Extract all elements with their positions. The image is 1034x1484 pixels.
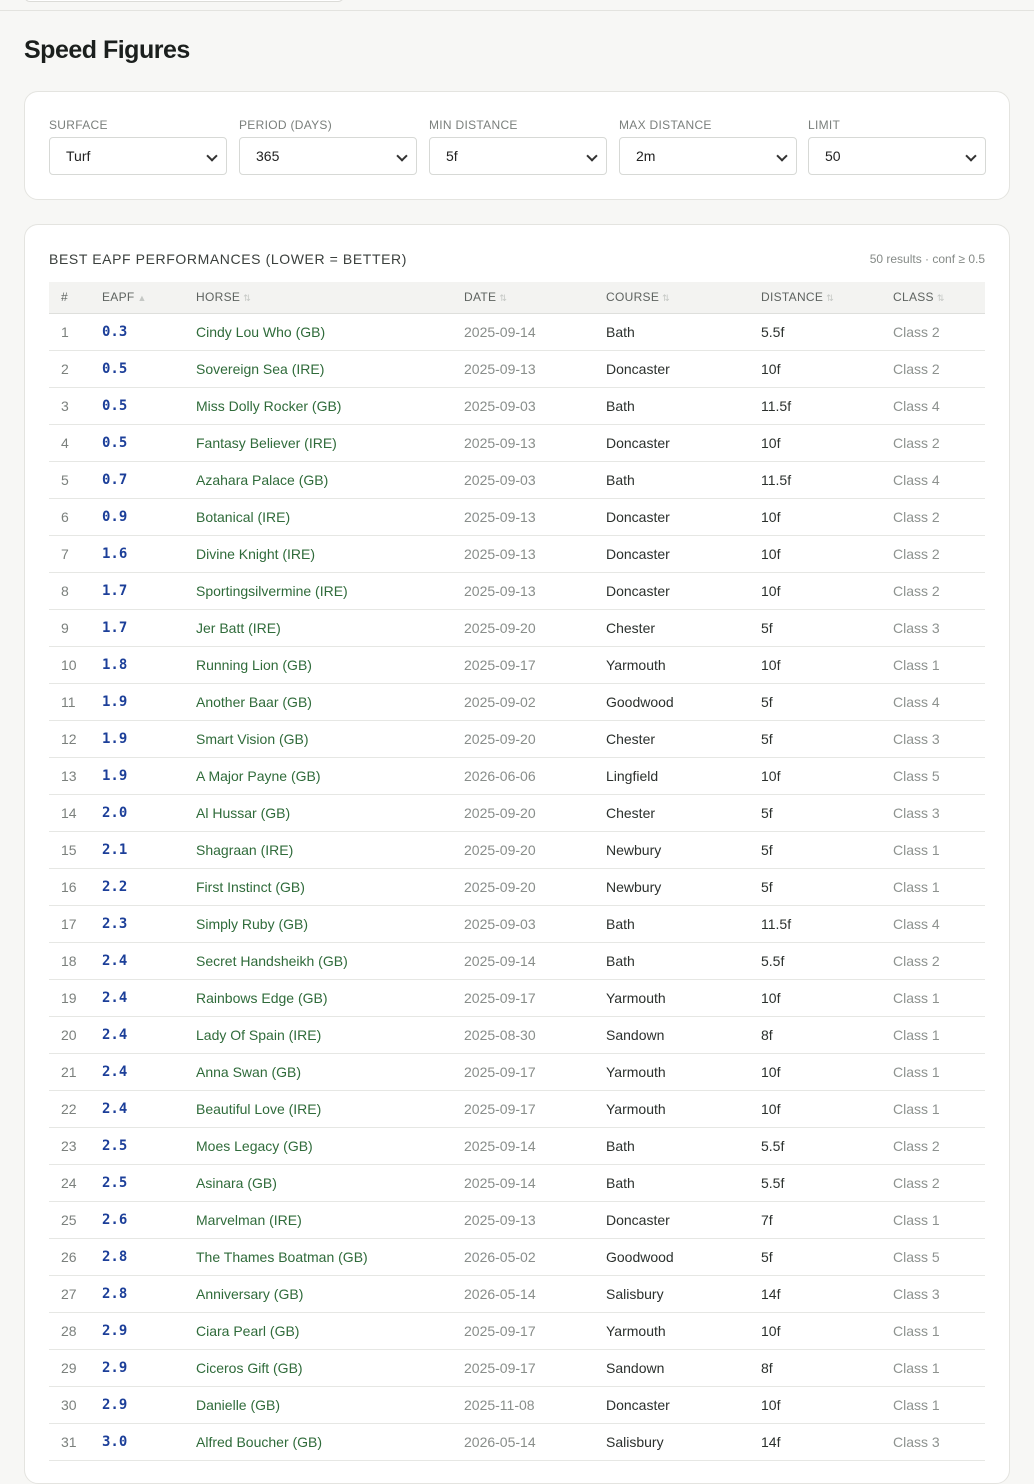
eapf-cell: 1.9 [102, 720, 196, 757]
course-cell: Chester [606, 720, 761, 757]
class-cell: Class 3 [893, 794, 985, 831]
table-header-row [49, 282, 985, 313]
course-cell: Doncaster [606, 350, 761, 387]
horse-link[interactable]: Anniversary (GB) [196, 1275, 464, 1312]
min-distance-select-value: 5f [446, 148, 458, 164]
class-cell: Class 4 [893, 461, 985, 498]
eapf-cell: 0.5 [102, 387, 196, 424]
course-cell: Sandown [606, 1349, 761, 1386]
date-cell: 2025-09-13 [464, 1201, 606, 1238]
table-row [49, 831, 985, 868]
rank-cell: 28 [49, 1312, 102, 1349]
class-cell: Class 2 [893, 313, 985, 350]
horse-link[interactable]: Anna Swan (GB) [196, 1053, 464, 1090]
table-row [49, 1275, 985, 1312]
date-cell: 2025-09-14 [464, 313, 606, 350]
table-row [49, 794, 985, 831]
rank-cell: 19 [49, 979, 102, 1016]
column-header-horse[interactable]: HORSE ⇅ [196, 282, 464, 313]
eapf-cell: 0.9 [102, 498, 196, 535]
date-cell: 2025-11-08 [464, 1386, 606, 1423]
eapf-cell: 1.7 [102, 572, 196, 609]
rank-cell: 11 [49, 683, 102, 720]
table-row [49, 572, 985, 609]
horse-link[interactable]: Smart Vision (GB) [196, 720, 464, 757]
distance-cell: 11.5f [761, 387, 893, 424]
filter-surface [49, 117, 227, 175]
top-bar [0, 0, 1034, 11]
eapf-cell: 2.9 [102, 1349, 196, 1386]
table-row [49, 1312, 985, 1349]
eapf-cell: 1.9 [102, 757, 196, 794]
sort-icon: ⇅ [826, 293, 835, 304]
horse-link[interactable]: Danielle (GB) [196, 1386, 464, 1423]
date-cell: 2026-05-14 [464, 1423, 606, 1460]
date-cell: 2025-09-03 [464, 461, 606, 498]
course-cell: Bath [606, 942, 761, 979]
distance-cell: 10f [761, 1090, 893, 1127]
date-cell: 2025-09-20 [464, 794, 606, 831]
eapf-cell: 2.6 [102, 1201, 196, 1238]
horse-link[interactable]: Marvelman (IRE) [196, 1201, 464, 1238]
course-cell: Chester [606, 609, 761, 646]
column-header-rank: # [49, 282, 102, 313]
table-row [49, 1201, 985, 1238]
eapf-cell: 1.6 [102, 535, 196, 572]
class-cell: Class 4 [893, 905, 985, 942]
filter-max-distance [619, 117, 797, 175]
distance-cell: 5f [761, 609, 893, 646]
date-cell: 2025-09-17 [464, 979, 606, 1016]
eapf-cell: 1.9 [102, 683, 196, 720]
rank-cell: 14 [49, 794, 102, 831]
limit-select-value: 50 [825, 148, 841, 164]
distance-cell: 5f [761, 794, 893, 831]
chevron-down-icon [396, 150, 407, 161]
date-cell: 2025-09-17 [464, 1349, 606, 1386]
sort-icon: ⇅ [243, 293, 252, 304]
limit-select[interactable] [808, 137, 986, 175]
class-cell: Class 1 [893, 979, 985, 1016]
period-select[interactable] [239, 137, 417, 175]
eapf-cell: 2.3 [102, 905, 196, 942]
rank-cell: 13 [49, 757, 102, 794]
class-cell: Class 3 [893, 1423, 985, 1460]
horse-link[interactable]: Divine Knight (IRE) [196, 535, 464, 572]
table-row [49, 1090, 985, 1127]
course-cell: Bath [606, 313, 761, 350]
eapf-cell: 0.5 [102, 424, 196, 461]
rank-cell: 5 [49, 461, 102, 498]
horse-link[interactable]: Miss Dolly Rocker (GB) [196, 387, 464, 424]
date-cell: 2025-09-14 [464, 1127, 606, 1164]
date-cell: 2025-09-13 [464, 424, 606, 461]
class-cell: Class 4 [893, 387, 985, 424]
date-cell: 2025-09-14 [464, 942, 606, 979]
sort-icon: ⇅ [499, 293, 508, 304]
distance-cell: 10f [761, 646, 893, 683]
results-card [24, 224, 1010, 1484]
table-row [49, 1127, 985, 1164]
course-cell: Yarmouth [606, 979, 761, 1016]
course-cell: Chester [606, 794, 761, 831]
horse-link[interactable]: Simply Ruby (GB) [196, 905, 464, 942]
table-row [49, 498, 985, 535]
rank-cell: 30 [49, 1386, 102, 1423]
course-cell: Bath [606, 905, 761, 942]
chevron-down-icon [776, 150, 787, 161]
horse-link[interactable]: Running Lion (GB) [196, 646, 464, 683]
table-row [49, 868, 985, 905]
rank-cell: 4 [49, 424, 102, 461]
table-row [49, 535, 985, 572]
horse-link[interactable]: First Instinct (GB) [196, 868, 464, 905]
horse-link[interactable]: A Major Payne (GB) [196, 757, 464, 794]
distance-cell: 5f [761, 683, 893, 720]
eapf-cell: 2.4 [102, 1053, 196, 1090]
eapf-cell: 2.4 [102, 1090, 196, 1127]
rank-cell: 10 [49, 646, 102, 683]
filter-min-distance [429, 117, 607, 175]
eapf-cell: 0.7 [102, 461, 196, 498]
course-cell: Goodwood [606, 683, 761, 720]
table-row [49, 683, 985, 720]
course-cell: Newbury [606, 868, 761, 905]
max-distance-select-value: 2m [636, 148, 656, 164]
surface-select-value: Turf [66, 148, 91, 164]
rank-cell: 18 [49, 942, 102, 979]
date-cell: 2025-09-03 [464, 387, 606, 424]
distance-cell: 11.5f [761, 461, 893, 498]
eapf-cell: 2.0 [102, 794, 196, 831]
horse-link[interactable]: Asinara (GB) [196, 1164, 464, 1201]
distance-cell: 10f [761, 535, 893, 572]
class-cell: Class 2 [893, 535, 985, 572]
horse-link[interactable]: Secret Handsheikh (GB) [196, 942, 464, 979]
page-title: Speed Figures [24, 36, 190, 64]
eapf-cell: 2.1 [102, 831, 196, 868]
date-cell: 2025-09-17 [464, 1090, 606, 1127]
table-row [49, 1016, 985, 1053]
class-cell: Class 3 [893, 720, 985, 757]
rank-cell: 15 [49, 831, 102, 868]
table-row [49, 942, 985, 979]
period-select-value: 365 [256, 148, 280, 164]
distance-cell: 5.5f [761, 1164, 893, 1201]
horse-link[interactable]: Another Baar (GB) [196, 683, 464, 720]
column-header-course[interactable]: COURSE ⇅ [606, 282, 761, 313]
class-cell: Class 1 [893, 1349, 985, 1386]
eapf-cell: 2.4 [102, 942, 196, 979]
date-cell: 2025-09-20 [464, 868, 606, 905]
sort-icon: ▲ [137, 293, 147, 304]
distance-cell: 5f [761, 831, 893, 868]
eapf-cell: 2.9 [102, 1386, 196, 1423]
class-cell: Class 3 [893, 1275, 985, 1312]
course-cell: Doncaster [606, 1201, 761, 1238]
class-cell: Class 1 [893, 1016, 985, 1053]
filter-period-label: PERIOD (DAYS) [239, 118, 333, 132]
course-cell: Lingfield [606, 757, 761, 794]
rank-cell: 9 [49, 609, 102, 646]
date-cell: 2025-09-13 [464, 572, 606, 609]
horse-link[interactable]: Sovereign Sea (IRE) [196, 350, 464, 387]
distance-cell: 14f [761, 1423, 893, 1460]
rank-cell: 12 [49, 720, 102, 757]
course-cell: Doncaster [606, 424, 761, 461]
rank-cell: 2 [49, 350, 102, 387]
date-cell: 2025-09-17 [464, 646, 606, 683]
horse-link[interactable]: Shagraan (IRE) [196, 831, 464, 868]
date-cell: 2025-09-17 [464, 1312, 606, 1349]
table-row [49, 1386, 985, 1423]
max-distance-select[interactable] [619, 137, 797, 175]
distance-cell: 10f [761, 498, 893, 535]
horse-link[interactable]: The Thames Boatman (GB) [196, 1238, 464, 1275]
rank-cell: 16 [49, 868, 102, 905]
eapf-cell: 2.2 [102, 868, 196, 905]
eapf-cell: 2.4 [102, 1016, 196, 1053]
eapf-cell: 2.5 [102, 1127, 196, 1164]
horse-link[interactable]: Al Hussar (GB) [196, 794, 464, 831]
distance-cell: 10f [761, 1312, 893, 1349]
date-cell: 2025-09-20 [464, 831, 606, 868]
horse-link[interactable]: Lady Of Spain (IRE) [196, 1016, 464, 1053]
column-header-eapf[interactable]: EAPF ▲ [102, 282, 196, 313]
table-row [49, 1164, 985, 1201]
distance-cell: 10f [761, 424, 893, 461]
eapf-cell: 1.8 [102, 646, 196, 683]
horse-link[interactable]: Sportingsilvermine (IRE) [196, 572, 464, 609]
distance-cell: 10f [761, 979, 893, 1016]
rank-cell: 7 [49, 535, 102, 572]
class-cell: Class 3 [893, 609, 985, 646]
eapf-cell: 2.5 [102, 1164, 196, 1201]
table-row [49, 905, 985, 942]
course-cell: Doncaster [606, 498, 761, 535]
distance-cell: 11.5f [761, 905, 893, 942]
filter-limit [808, 117, 986, 175]
rank-cell: 3 [49, 387, 102, 424]
class-cell: Class 1 [893, 1386, 985, 1423]
table-row [49, 387, 985, 424]
course-cell: Yarmouth [606, 646, 761, 683]
class-cell: Class 1 [893, 1312, 985, 1349]
table-row [49, 720, 985, 757]
results-title: BEST EAPF PERFORMANCES (LOWER = BETTER) [49, 251, 408, 267]
chevron-down-icon [586, 150, 597, 161]
class-cell: Class 2 [893, 350, 985, 387]
min-distance-select[interactable] [429, 137, 607, 175]
date-cell: 2025-09-13 [464, 535, 606, 572]
date-cell: 2025-09-03 [464, 905, 606, 942]
chevron-down-icon [965, 150, 976, 161]
distance-cell: 5f [761, 1238, 893, 1275]
filter-max-distance-label: MAX DISTANCE [619, 118, 712, 132]
class-cell: Class 1 [893, 868, 985, 905]
course-cell: Bath [606, 387, 761, 424]
rank-cell: 29 [49, 1349, 102, 1386]
filter-limit-label: LIMIT [808, 118, 841, 132]
rank-cell: 25 [49, 1201, 102, 1238]
distance-cell: 10f [761, 572, 893, 609]
class-cell: Class 2 [893, 1164, 985, 1201]
rank-cell: 31 [49, 1423, 102, 1460]
distance-cell: 7f [761, 1201, 893, 1238]
course-cell: Salisbury [606, 1423, 761, 1460]
eapf-cell: 3.0 [102, 1423, 196, 1460]
rank-cell: 22 [49, 1090, 102, 1127]
distance-cell: 14f [761, 1275, 893, 1312]
class-cell: Class 1 [893, 1053, 985, 1090]
table-row [49, 609, 985, 646]
rank-cell: 1 [49, 313, 102, 350]
eapf-cell: 0.3 [102, 313, 196, 350]
class-cell: Class 2 [893, 942, 985, 979]
table-row [49, 1349, 985, 1386]
sort-icon: ⇅ [662, 293, 670, 304]
course-cell: Doncaster [606, 572, 761, 609]
table-row [49, 979, 985, 1016]
filter-surface-label: SURFACE [49, 118, 108, 132]
date-cell: 2025-09-20 [464, 609, 606, 646]
course-cell: Bath [606, 1164, 761, 1201]
rank-cell: 8 [49, 572, 102, 609]
rank-cell: 20 [49, 1016, 102, 1053]
table-row [49, 1238, 985, 1275]
top-search-stub[interactable] [24, 0, 344, 2]
distance-cell: 5.5f [761, 313, 893, 350]
class-cell: Class 5 [893, 1238, 985, 1275]
rank-cell: 21 [49, 1053, 102, 1090]
filter-period [239, 117, 417, 175]
rank-cell: 6 [49, 498, 102, 535]
results-count: 50 results · conf ≥ 0.5 [869, 252, 985, 266]
eapf-cell: 2.9 [102, 1312, 196, 1349]
horse-link[interactable]: Ciceros Gift (GB) [196, 1349, 464, 1386]
horse-link[interactable]: Jer Batt (IRE) [196, 609, 464, 646]
surface-select[interactable] [49, 137, 227, 175]
class-cell: Class 1 [893, 1090, 985, 1127]
column-header-date[interactable]: DATE ⇅ [464, 282, 606, 313]
filters-card [24, 91, 1010, 200]
rank-cell: 17 [49, 905, 102, 942]
eapf-cell: 2.8 [102, 1238, 196, 1275]
course-cell: Doncaster [606, 1386, 761, 1423]
table-row [49, 313, 985, 350]
table-row [49, 757, 985, 794]
table-row [49, 424, 985, 461]
date-cell: 2025-09-20 [464, 720, 606, 757]
distance-cell: 8f [761, 1016, 893, 1053]
distance-cell: 10f [761, 1386, 893, 1423]
distance-cell: 10f [761, 757, 893, 794]
table-row [49, 1423, 985, 1460]
date-cell: 2025-09-13 [464, 498, 606, 535]
rank-cell: 23 [49, 1127, 102, 1164]
horse-link[interactable]: Azahara Palace (GB) [196, 461, 464, 498]
horse-link[interactable]: Fantasy Believer (IRE) [196, 424, 464, 461]
horse-link[interactable]: Rainbows Edge (GB) [196, 979, 464, 1016]
table-row [49, 646, 985, 683]
class-cell: Class 2 [893, 424, 985, 461]
eapf-cell: 2.4 [102, 979, 196, 1016]
date-cell: 2025-09-17 [464, 1053, 606, 1090]
distance-cell: 5.5f [761, 942, 893, 979]
class-cell: Class 2 [893, 498, 985, 535]
course-cell: Salisbury [606, 1275, 761, 1312]
date-cell: 2025-09-13 [464, 350, 606, 387]
table-row [49, 1053, 985, 1090]
horse-link[interactable]: Botanical (IRE) [196, 498, 464, 535]
results-table [49, 282, 985, 1461]
date-cell: 2026-06-06 [464, 757, 606, 794]
date-cell: 2025-08-30 [464, 1016, 606, 1053]
horse-link[interactable]: Alfred Boucher (GB) [196, 1423, 464, 1460]
class-cell: Class 2 [893, 1127, 985, 1164]
course-cell: Yarmouth [606, 1053, 761, 1090]
distance-cell: 5.5f [761, 1127, 893, 1164]
rank-cell: 26 [49, 1238, 102, 1275]
date-cell: 2025-09-14 [464, 1164, 606, 1201]
horse-link[interactable]: Ciara Pearl (GB) [196, 1312, 464, 1349]
distance-cell: 5f [761, 720, 893, 757]
horse-link[interactable]: Beautiful Love (IRE) [196, 1090, 464, 1127]
course-cell: Yarmouth [606, 1312, 761, 1349]
eapf-cell: 1.7 [102, 609, 196, 646]
date-cell: 2026-05-14 [464, 1275, 606, 1312]
table-row [49, 461, 985, 498]
distance-cell: 5f [761, 868, 893, 905]
distance-cell: 8f [761, 1349, 893, 1386]
class-cell: Class 4 [893, 683, 985, 720]
horse-link[interactable]: Moes Legacy (GB) [196, 1127, 464, 1164]
class-cell: Class 1 [893, 1201, 985, 1238]
column-header-class[interactable]: CLASS ⇅ [893, 282, 985, 313]
chevron-down-icon [206, 150, 217, 161]
distance-cell: 10f [761, 350, 893, 387]
distance-cell: 10f [761, 1053, 893, 1090]
course-cell: Bath [606, 461, 761, 498]
course-cell: Sandown [606, 1016, 761, 1053]
date-cell: 2026-05-02 [464, 1238, 606, 1275]
course-cell: Newbury [606, 831, 761, 868]
course-cell: Doncaster [606, 535, 761, 572]
class-cell: Class 2 [893, 572, 985, 609]
course-cell: Goodwood [606, 1238, 761, 1275]
eapf-cell: 2.8 [102, 1275, 196, 1312]
filter-min-distance-label: MIN DISTANCE [429, 118, 518, 132]
rank-cell: 24 [49, 1164, 102, 1201]
table-row [49, 350, 985, 387]
eapf-cell: 0.5 [102, 350, 196, 387]
results-table-body [49, 313, 985, 1460]
course-cell: Bath [606, 1127, 761, 1164]
rank-cell: 27 [49, 1275, 102, 1312]
class-cell: Class 5 [893, 757, 985, 794]
class-cell: Class 1 [893, 646, 985, 683]
date-cell: 2025-09-02 [464, 683, 606, 720]
course-cell: Yarmouth [606, 1090, 761, 1127]
class-cell: Class 1 [893, 831, 985, 868]
sort-icon: ⇅ [936, 293, 945, 304]
column-header-distance[interactable]: DISTANCE ⇅ [761, 282, 893, 313]
horse-link[interactable]: Cindy Lou Who (GB) [196, 313, 464, 350]
